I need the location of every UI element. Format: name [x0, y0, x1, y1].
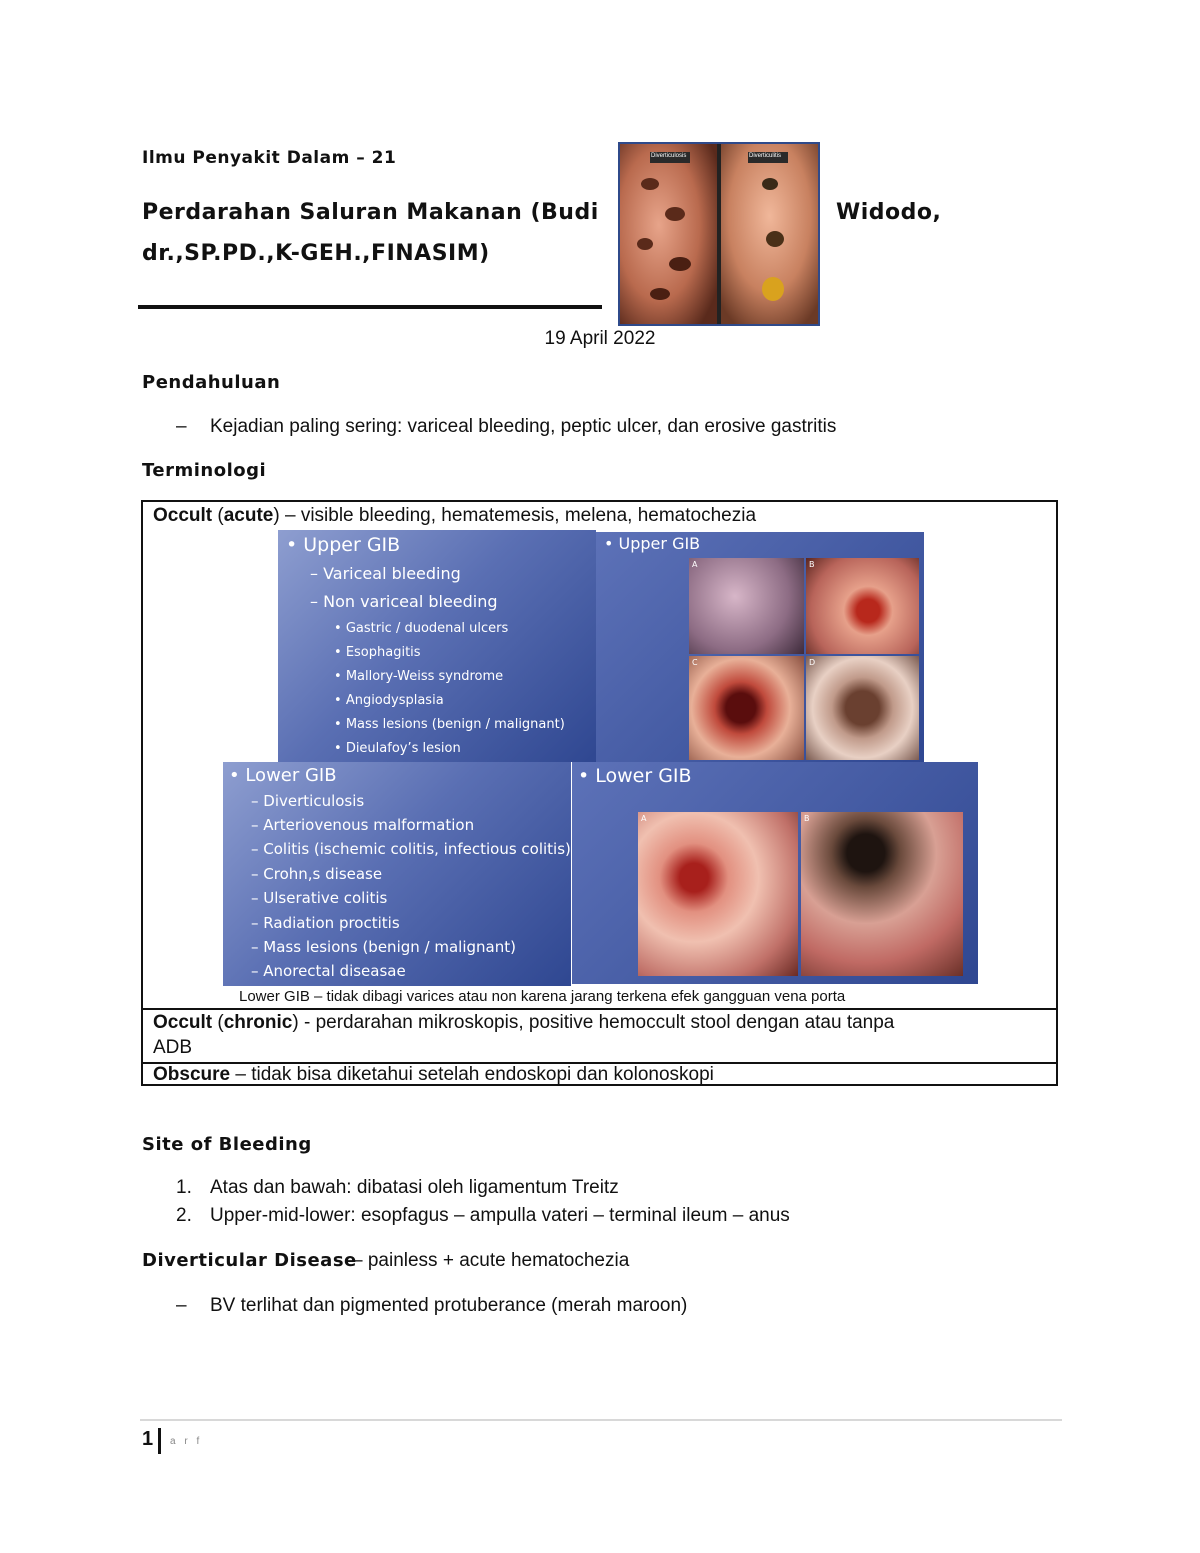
table-row-occult-chronic [153, 1012, 1049, 1034]
upper-gib-images-slide [596, 532, 924, 762]
list-item: Kejadian paling sering: variceal bleeding, peptic ulcer, dan erosive gastritis [210, 416, 837, 437]
slide-title: • Upper GIB [286, 534, 401, 556]
definition-text: - perdarahan mikroskopis, positive hemoccult stool dengan atau tanpa [298, 1012, 895, 1033]
slide-item: – Radiation proctitis [251, 914, 400, 932]
slide-subitem: • Mallory-Weiss syndrome [334, 669, 504, 684]
panel-label: B [809, 560, 815, 569]
definition-continuation: ADB [153, 1037, 193, 1058]
endoscopy-image-c [689, 656, 804, 760]
term-occult: Occult [153, 1012, 213, 1033]
document-title: Perdarahan Saluran Makanan (Budi [142, 200, 599, 225]
endoscopy-image-d [806, 656, 919, 760]
slide-title: • Upper GIB [604, 534, 701, 553]
slide-subitem: • Mass lesions (benign / malignant) [334, 717, 565, 732]
lower-gib-caption: Lower GIB – tidak dibagi varices atau non karena jarang terkena efek gangguan vena porta [239, 988, 846, 1005]
paren-close: ) [273, 505, 280, 526]
paren-open: ( [212, 505, 224, 526]
section-heading-diverticular-disease: Diverticular Disease [142, 1250, 357, 1271]
section-heading-pendahuluan: Pendahuluan [142, 372, 281, 393]
panel-label: C [692, 658, 698, 667]
endoscopy-image-a [689, 558, 804, 654]
section-heading-terminologi: Terminologi [142, 460, 267, 481]
endoscopy-image-b [806, 558, 919, 654]
page-number-bar [158, 1428, 161, 1454]
slide-title: • Lower GIB [578, 765, 692, 787]
definition-text: – tidak bisa diketahui setelah endoskopi dan kolonoskopi [230, 1064, 714, 1085]
dash-bullet: – [176, 416, 187, 437]
slide-item: – Non variceal bleeding [310, 592, 498, 611]
slide-subitem: • Esophagitis [334, 645, 421, 660]
title-underline [138, 305, 602, 309]
list-number: 1. [176, 1177, 192, 1198]
slide-item: – Anorectal diseasae [251, 962, 406, 980]
photo-label-left: Diverticulosis [651, 153, 687, 159]
slide-item: – Diverticulosis [251, 792, 365, 810]
footer-tag: a r f [170, 1436, 203, 1447]
paren-close: ) [292, 1012, 299, 1033]
photo-label-right: Diverticulitis [749, 153, 782, 159]
table-divider [143, 1008, 1056, 1010]
endoscopy-image-lower-b [801, 812, 963, 976]
diverticula-endoscopy-photo [618, 142, 820, 326]
term-occult: Occult [153, 505, 213, 526]
page-number: 1 [142, 1428, 154, 1450]
panel-label: B [804, 814, 810, 823]
upper-gib-list-slide [278, 530, 596, 762]
definition-text: – visible bleeding, hematemesis, melena, hematochezia [279, 505, 757, 526]
endoscopy-image-lower-a [638, 812, 798, 976]
table-row-obscure [153, 1064, 714, 1086]
diverticular-summary: – painless + acute hematochezia [352, 1250, 630, 1271]
slide-item: – Arteriovenous malformation [251, 816, 475, 834]
list-item: Upper-mid-lower: esopfagus – ampulla vateri – terminal ileum – anus [210, 1205, 790, 1226]
document-title-credentials: dr.,SP.PD.,K-GEH.,FINASIM) [142, 241, 490, 266]
term-acute: acute [223, 505, 274, 526]
slide-title: • Lower GIB [229, 765, 337, 786]
slide-subitem: • Gastric / duodenal ulcers [334, 621, 509, 636]
slide-item: – Variceal bleeding [310, 564, 461, 583]
course-label: Ilmu Penyakit Dalam – 21 [142, 148, 397, 168]
list-item: BV terlihat dan pigmented protuberance (merah maroon) [210, 1295, 688, 1316]
table-row-occult-acute [153, 505, 756, 527]
slide-item: – Colitis (ischemic colitis, infectious colitis) [251, 840, 571, 858]
term-chronic: chronic [223, 1012, 293, 1033]
list-item: Atas dan bawah: dibatasi oleh ligamentum Treitz [210, 1177, 619, 1198]
slide-item: – Crohn,s disease [251, 865, 383, 883]
slide-subitem: • Angiodysplasia [334, 693, 444, 708]
panel-label: A [641, 814, 647, 823]
panel-label: D [809, 658, 816, 667]
paren-open: ( [212, 1012, 224, 1033]
term-obscure: Obscure [153, 1064, 231, 1085]
document-title-author: Widodo, [836, 200, 942, 225]
dash-bullet: – [176, 1295, 187, 1316]
section-heading-site-of-bleeding: Site of Bleeding [142, 1134, 312, 1155]
terminology-table [141, 500, 1058, 1086]
slide-item: – Mass lesions (benign / malignant) [251, 938, 516, 956]
lower-gib-list-slide [223, 762, 571, 986]
footer-divider [140, 1419, 1062, 1421]
panel-label: A [692, 560, 698, 569]
slide-subitem: • Dieulafoy’s lesion [334, 741, 461, 756]
lecture-date: 19 April 2022 [544, 328, 656, 349]
list-number: 2. [176, 1205, 192, 1226]
lower-gib-images-slide [572, 762, 978, 984]
slide-item: – Ulserative colitis [251, 889, 388, 907]
